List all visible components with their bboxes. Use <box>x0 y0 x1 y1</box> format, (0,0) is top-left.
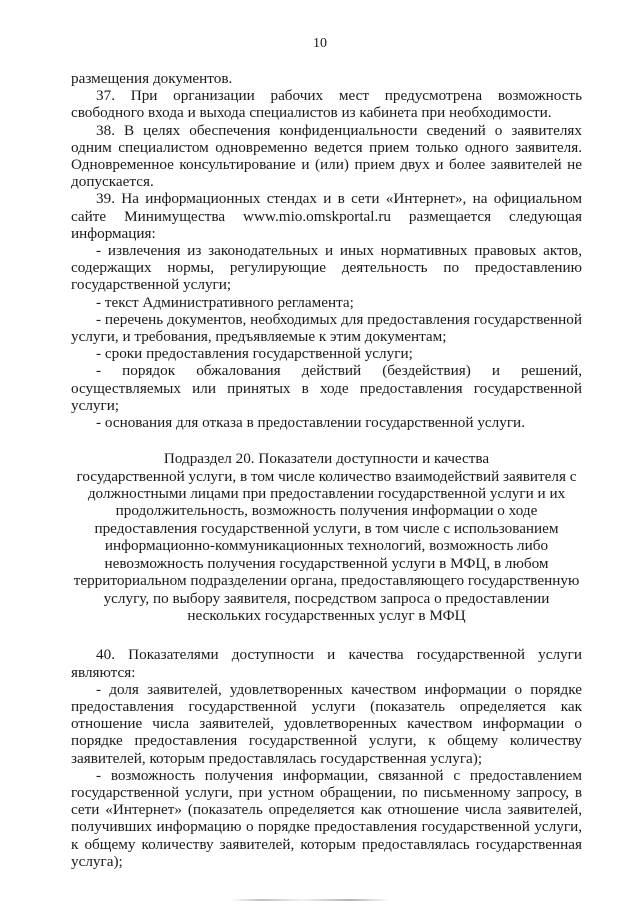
heading-line: невозможность получения государственной услуги в МФЦ, в любом <box>104 554 549 572</box>
paragraph: 38. В целях обеспечения конфиденциальности сведений о заявителях одним специалистом одновременно ведется прием только одного заявителя. Одновременное консультирование и (или) прием двух и более заявителей не допускается. <box>71 121 582 191</box>
list-item: - возможность получения информации, связанной с предоставлением государственной услуги, при устном обращении, по письменному запросу, в сети «Интернет» (показатель определяется как отношение числа заявителей, получивших информацию о порядке предоставления государственной услуги, к общему количеству заявителей, которым предоставлялась государственная услуга); <box>71 766 582 870</box>
section-after-heading <box>71 646 582 870</box>
list-item: - порядок обжалования действий (бездействия) и решений, осуществляемых или принятых в ходе предоставления государственной услуги; <box>71 362 582 414</box>
scan-artifact <box>230 899 390 901</box>
paragraph: размещения документов. <box>71 70 233 87</box>
list-item: - извлечения из законодательных и иных нормативных правовых актов, содержащих нормы, регулирующие деятельность по предоставлению государственной услуги; <box>71 242 582 294</box>
heading-line: государственной услуги, в том числе количество взаимодействий заявителя с <box>76 467 577 485</box>
section-before-heading <box>71 70 582 431</box>
heading-line: нескольких государственных услуг в МФЦ <box>187 606 466 624</box>
heading-line: информационно-коммуникационных технологий, возможность либо <box>104 537 549 555</box>
list-item: - основания для отказа в предоставлении государственной услуги. <box>96 414 525 432</box>
paragraph: 39. На информационных стендах и в сети «Интернет», на официальном сайте Минимущества www.mio.omskportal.ru размещается следующая информация: <box>71 190 582 242</box>
heading-line: продолжительность, возможность получения информации о ходе <box>115 502 538 520</box>
list-item: - доля заявителей, удовлетворенных качеством информации о порядке предоставления государственной услуги (показатель определяется как отношение числа заявителей, удовлетворенных качеством информации о порядке предоставления государственной услуги, к общему количеству заявителей, которым предоставлялась государственная услуга); <box>71 680 582 767</box>
list-item: - сроки предоставления государственной услуги; <box>96 345 413 363</box>
list-item: - текст Административного регламента; <box>96 293 354 311</box>
document-body <box>71 70 582 870</box>
heading-line: Подраздел 20. Показатели доступности и качества <box>163 450 490 468</box>
heading-line: услугу, по выбору заявителя, посредством запроса о предоставлении <box>103 589 550 607</box>
subsection-heading <box>71 450 582 624</box>
heading-line: должностными лицами при предоставлении государственной услуги и их <box>87 485 566 503</box>
paragraph: 40. Показателями доступности и качества государственной услуги являются: <box>71 646 582 681</box>
list-item: - перечень документов, необходимых для предоставления государственной услуги, и требования, предъявляемые к этим документам; <box>71 310 582 346</box>
heading-line: территориальном подразделении органа, предоставляющего государственную <box>73 572 580 590</box>
heading-line: предоставления государственной услуги, в том числе с использованием <box>94 519 559 537</box>
paragraph: 37. При организации рабочих мест предусмотрена возможность свободного входа и выхода специалистов из кабинета при необходимости. <box>71 87 582 122</box>
page-number: 10 <box>313 36 327 51</box>
